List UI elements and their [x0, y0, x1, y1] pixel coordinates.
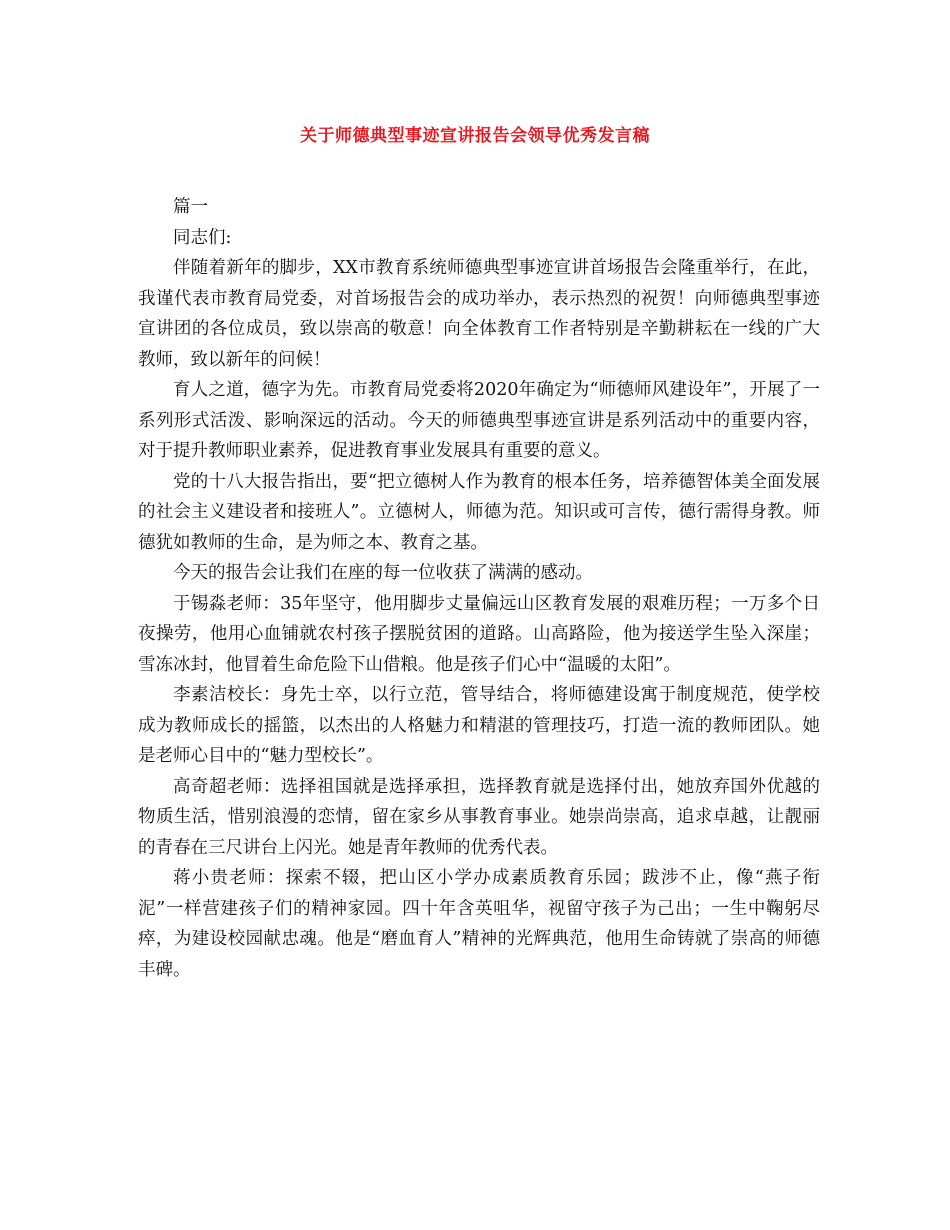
document-body	[138, 192, 820, 985]
body-paragraph: 今天的报告会让我们在座的每一位收获了满满的感动。	[173, 563, 593, 583]
body-paragraph: 伴随着新年的脚步，XX市教育系统师德典型事迹宣讲首场报告会隆重举行，在此，我谨代表市教育局党委，对首场报告会的成功举办，表示热烈的祝贺！向师德典型事迹宣讲团的各位成员，致以崇高的敬意！向全体教育工作者特别是辛勤耕耘在一线的广大教师，致以新年的问候！	[138, 258, 820, 370]
section-heading: 篇一	[173, 197, 208, 217]
body-paragraph: 李素洁校长：身先士卒，以行立范，管导结合，将师德建设寓于制度规范，使学校成为教师成长的摇篮，以杰出的人格魅力和精湛的管理技巧，打造一流的教师团队。她是老师心目中的“魅力型校长”。	[138, 685, 820, 766]
document-title: 关于师德典型事迹宣讲报告会领导优秀发言稿	[300, 126, 650, 146]
body-paragraph: 党的十八大报告指出，要“把立德树人作为教育的根本任务，培养德智体美全面发展的社会主义建设者和接班人”。立德树人，师德为范。知识或可言传，德行需得身教。师德犹如教师的生命，是为师之本、教育之基。	[138, 471, 820, 553]
body-paragraph: 高奇超老师：选择祖国就是选择承担，选择教育就是选择付出，她放弃国外优越的物质生活，惜别浪漫的恋情，留在家乡从事教育事业。她崇尚崇高，追求卓越，让靓丽的青春在三尺讲台上闪光。她是青年教师的优秀代表。	[138, 776, 820, 858]
salutation: 同志们:	[173, 227, 232, 248]
body-paragraph: 于锡淼老师：35年坚守，他用脚步丈量偏远山区教育发展的艰难历程；一万多个日夜操劳，他用心血铺就农村孩子摆脱贫困的道路。山高路险，他为接送学生坠入深崖；雪冻冰封，他冒着生命危险下山借粮。他是孩子们心中“温暖的太阳”。	[138, 593, 820, 675]
body-paragraph: 育人之道，德字为先。市教育局党委将2020年确定为“师德师风建设年”，开展了一系列形式活泼、影响深远的活动。今天的师德典型事迹宣讲是系列活动中的重要内容，对于提升教师职业素养，促进教育事业发展具有重要的意义。	[138, 380, 820, 461]
body-paragraph: 蒋小贵老师：探索不辍，把山区小学办成素质教育乐园；跋涉不止，像“燕子衔泥”一样营建孩子们的精神家园。四十年含英咀华，视留守孩子为己出；一生中鞠躬尽瘁，为建设校园献忠魂。他是“磨血育人”精神的光辉典范，他用生命铸就了崇高的师德丰碑。	[138, 868, 820, 980]
